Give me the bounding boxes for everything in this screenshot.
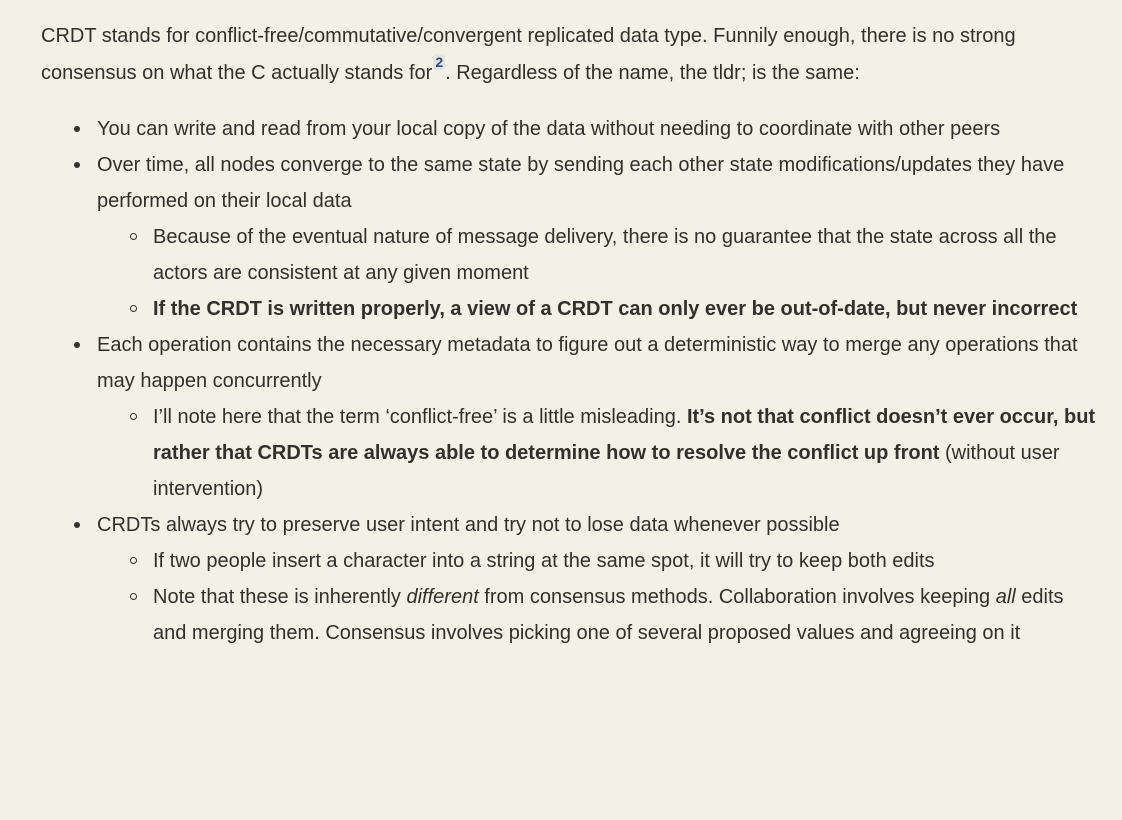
sub-bullet-text: Because of the eventual nature of message delivery, there is no guarantee that the state across all the actors are consistent at any given moment [153, 226, 1057, 284]
sub-bullet-text: Note that these is inherently [153, 586, 407, 608]
bullet-text: You can write and read from your local copy of the data without needing to coordinate with other peers [97, 118, 1001, 140]
sub-list-item [97, 291, 1101, 327]
bullet-text: Each operation contains the necessary metadata to figure out a deterministic way to merge any operations that may happen concurrently [97, 334, 1078, 392]
intro-paragraph [41, 18, 1101, 91]
sub-bullet-text-mid: from consensus methods. Collaboration involves keeping [478, 586, 996, 608]
sub-bullet-text-end: edits and merging them. Consensus involves picking one of several proposed values and agreeing on it [153, 586, 1064, 644]
list-item [41, 147, 1101, 327]
sub-list-item [97, 399, 1101, 507]
bullet-list [41, 111, 1101, 651]
sub-list [97, 543, 1101, 651]
sub-bullet-text-end: (without user intervention) [153, 442, 1060, 500]
sub-bullet-text: If two people insert a character into a string at the same spot, it will try to keep both edits [153, 550, 935, 572]
list-item [41, 111, 1101, 147]
emphasis-different: different [406, 586, 479, 608]
bullet-text: Over time, all nodes converge to the same state by sending each other state modifications/updates they have performed on their local data [97, 154, 1065, 212]
bullet-text: CRDTs always try to preserve user intent and try not to lose data whenever possible [97, 514, 840, 536]
footnote-link[interactable]: 2 [435, 54, 444, 70]
sub-list [97, 399, 1101, 507]
intro-text: CRDT stands for conflict-free/commutative/convergent replicated data type. Funnily enough, there is no strong consensus on what the C actually stands for [41, 25, 1016, 84]
sub-list-item [97, 543, 1101, 579]
sub-bullet-text: I’ll note here that the term ‘conflict-free’ is a little misleading. [153, 406, 687, 428]
sub-bullet-bold-text: It’s not that conflict doesn’t ever occur, but rather that CRDTs are always able to determine how to resolve the conflict up front [153, 406, 1096, 464]
sub-list-item [97, 219, 1101, 291]
sub-bullet-bold-text: If the CRDT is written properly, a view of a CRDT can only ever be out-of-date, but never incorrect [153, 298, 1078, 320]
sub-list-item [97, 579, 1101, 651]
intro-text-continued: . Regardless of the name, the tldr; is the same: [445, 62, 860, 84]
list-item [41, 327, 1101, 507]
list-item [41, 507, 1101, 651]
article-body [41, 18, 1101, 651]
emphasis-all: all [995, 586, 1016, 608]
sub-list [97, 219, 1101, 327]
